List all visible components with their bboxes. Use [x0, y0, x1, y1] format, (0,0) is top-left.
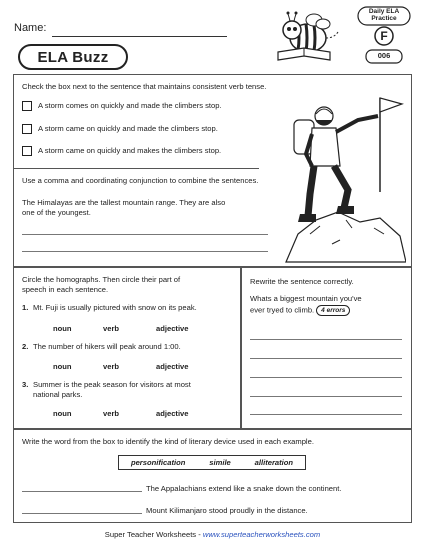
answer-line[interactable] — [22, 234, 268, 235]
pos-verb-3[interactable]: verb — [103, 409, 120, 418]
rewrite-box — [241, 267, 412, 429]
option-checkbox-1[interactable] — [22, 101, 32, 111]
name-field[interactable] — [52, 36, 227, 37]
word-bank — [118, 455, 306, 470]
option-checkbox-2[interactable] — [22, 124, 32, 134]
rewrite-line[interactable] — [250, 396, 402, 397]
pos-verb-1[interactable]: verb — [103, 324, 120, 333]
footer-url[interactable]: www.superteacherworksheets.com — [202, 530, 321, 539]
rewrite-line[interactable] — [250, 377, 402, 378]
section4-instruction: Rewrite the sentence correctly. — [250, 277, 354, 286]
errors-badge: 4 errors — [316, 305, 350, 316]
item-number-3: 3. — [22, 380, 29, 389]
name-label: Name: — [14, 22, 47, 34]
badge-level: F — [380, 29, 388, 43]
item-number-2: 2. — [22, 342, 29, 351]
worksheet-title: ELA Buzz — [18, 44, 128, 70]
section2-prompt-line1: The Himalayas are the tallest mountain range. They are also — [22, 198, 226, 207]
section2-instruction: Use a comma and coordinating conjunction to combine the sentences. — [22, 176, 259, 185]
section1-instruction: Check the box next to the sentence that maintains consistent verb tense. — [22, 82, 267, 91]
section3-instruction-line1: Circle the homographs. Then circle their part of — [22, 275, 181, 284]
footer: Super Teacher Worksheets - www.superteacherworksheets.com — [104, 530, 321, 539]
item-sentence-3: Summer is the peak season for visitors at most — [33, 380, 191, 389]
rewrite-line[interactable] — [250, 414, 402, 415]
section3-instruction-line2: speech in each sentence. — [22, 285, 109, 294]
pos-adjective-2[interactable]: adjective — [156, 362, 189, 371]
option-checkbox-3[interactable] — [22, 146, 32, 156]
example-sentence-1: The Appalachians extend like a snake down the continent. — [146, 484, 342, 493]
rewrite-line[interactable] — [250, 358, 402, 359]
hiker-illustration — [276, 94, 406, 264]
footer-brand: Super Teacher Worksheets — [104, 530, 197, 539]
answer-line[interactable] — [22, 251, 268, 252]
section2-prompt-line2: one of the youngest. — [22, 208, 91, 217]
word-bank-item: simile — [209, 458, 231, 467]
pos-noun-2[interactable]: noun — [53, 362, 72, 371]
rewrite-line[interactable] — [250, 339, 402, 340]
badge-label: Daily ELA Practice — [368, 8, 400, 22]
section5-instruction: Write the word from the box to identify the kind of literary device used in each example. — [22, 437, 314, 446]
section-divider — [13, 168, 259, 169]
device-answer-line[interactable] — [22, 513, 142, 514]
section4-sentence-line1: Whats a biggest mountain you've — [250, 294, 362, 303]
item-sentence-1: Mt. Fuji is usually pictured with snow on its peak. — [33, 303, 197, 312]
device-answer-line[interactable] — [22, 491, 142, 492]
bee-reading-icon — [268, 8, 346, 66]
item-number-1: 1. — [22, 303, 29, 312]
badge-number: 006 — [377, 51, 391, 60]
pos-noun-1[interactable]: noun — [53, 324, 72, 333]
pos-adjective-3[interactable]: adjective — [156, 409, 189, 418]
pos-adjective-1[interactable]: adjective — [156, 324, 189, 333]
option-text-2: A storm came on quickly and made the climbers stop. — [38, 124, 218, 133]
word-bank-item: personification — [130, 458, 186, 467]
pos-noun-3[interactable]: noun — [53, 409, 72, 418]
example-sentence-2: Mount Kilimanjaro stood proudly in the distance. — [146, 506, 308, 515]
option-text-3: A storm came on quickly and makes the climbers stop. — [38, 146, 222, 155]
pos-verb-2[interactable]: verb — [103, 362, 120, 371]
item-sentence-3-cont: national parks. — [33, 390, 83, 399]
item-sentence-2: The number of hikers will peak around 1:00. — [33, 342, 181, 351]
word-bank-item: alliteration — [254, 458, 294, 467]
section4-sentence-line2: ever tryed to climb. 4 errors — [250, 305, 350, 316]
option-text-1: A storm comes on quickly and made the climbers stop. — [38, 101, 222, 110]
